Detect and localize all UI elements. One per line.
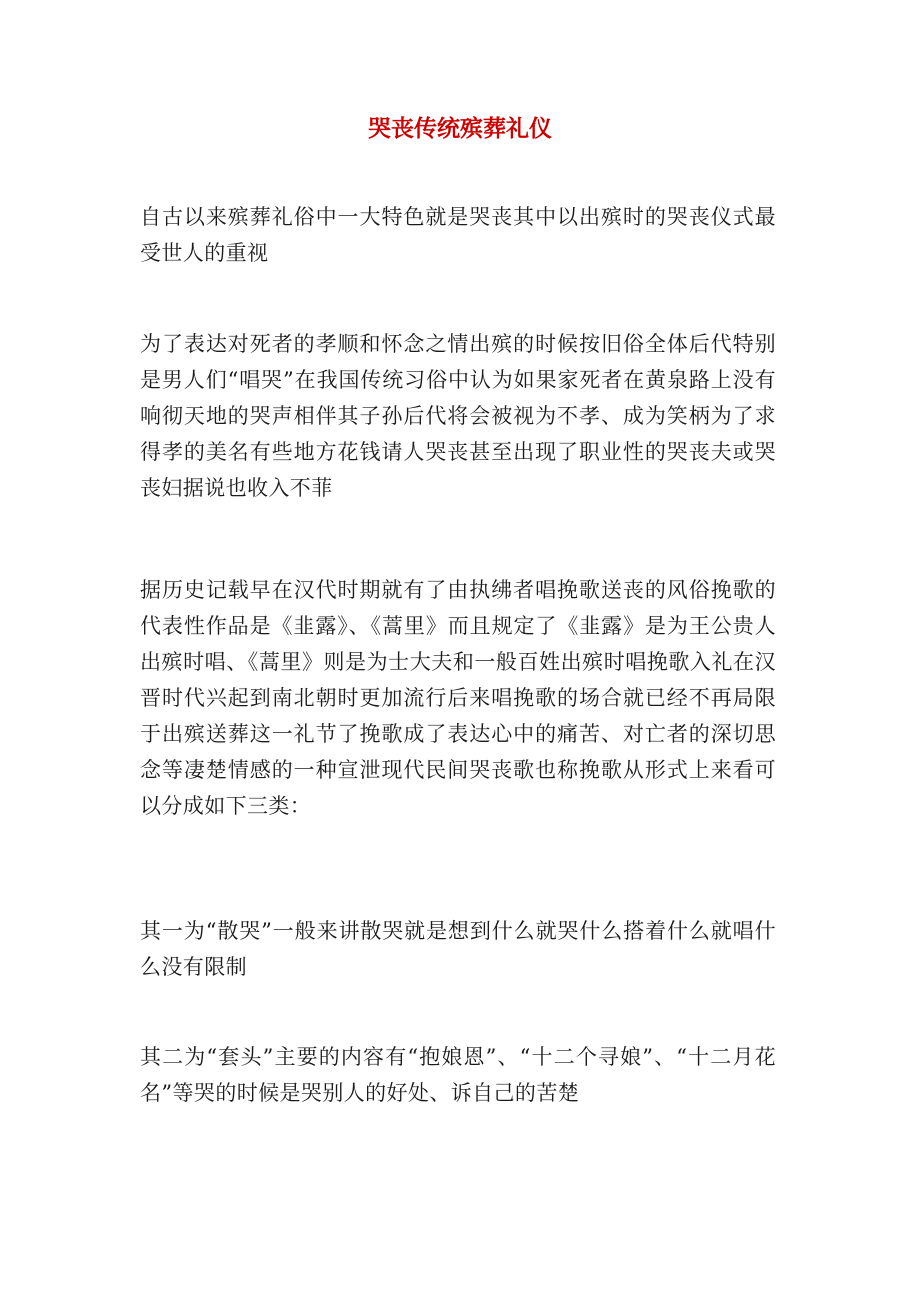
paragraph-5: 其二为“套头”主要的内容有“抱娘恩”、“十二个寻娘”、“十二月花名”等哭的时候是哭别人的好处、诉自己的苦楚 <box>140 1045 776 1105</box>
paragraph-3: 据历史记载早在汉代时期就有了由执绋者唱挽歌送丧的风俗挽歌的代表性作品是《韭露》、《蒿里》而且规定了《韭露》是为王公贵人出殡时唱、《蒿里》则是为士大夫和一般百姓出殡时唱挽歌入礼在汉晋时代兴起到南北朝时更加流行后来唱挽歌的场合就已经不再局限于出殡送葬这一礼节了挽歌成了表达心中的痛苦、对亡者的深切思念等凄楚情感的一种宣泄现代民间哭丧歌也称挽歌从形式上来看可以分成如下三类： <box>140 578 776 818</box>
paragraph-1: 自古以来殡葬礼俗中一大特色就是哭丧其中以出殡时的哭丧仪式最受世人的重视 <box>140 205 776 265</box>
paragraph-4: 其一为“散哭”一般来讲散哭就是想到什么就哭什么搭着什么就唱什么没有限制 <box>140 919 776 979</box>
paragraph-2: 为了表达对死者的孝顺和怀念之情出殡的时候按旧俗全体后代特别是男人们“唱哭”在我国传统习俗中认为如果家死者在黄泉路上没有响彻天地的哭声相伴其子孙后代将会被视为不孝、成为笑柄为了求得孝的美名有些地方花钱请人哭丧甚至出现了职业性的哭丧夫或哭丧妇据说也收入不菲 <box>140 332 776 500</box>
document-title: 哭丧传统殡葬礼仪 <box>368 115 552 142</box>
